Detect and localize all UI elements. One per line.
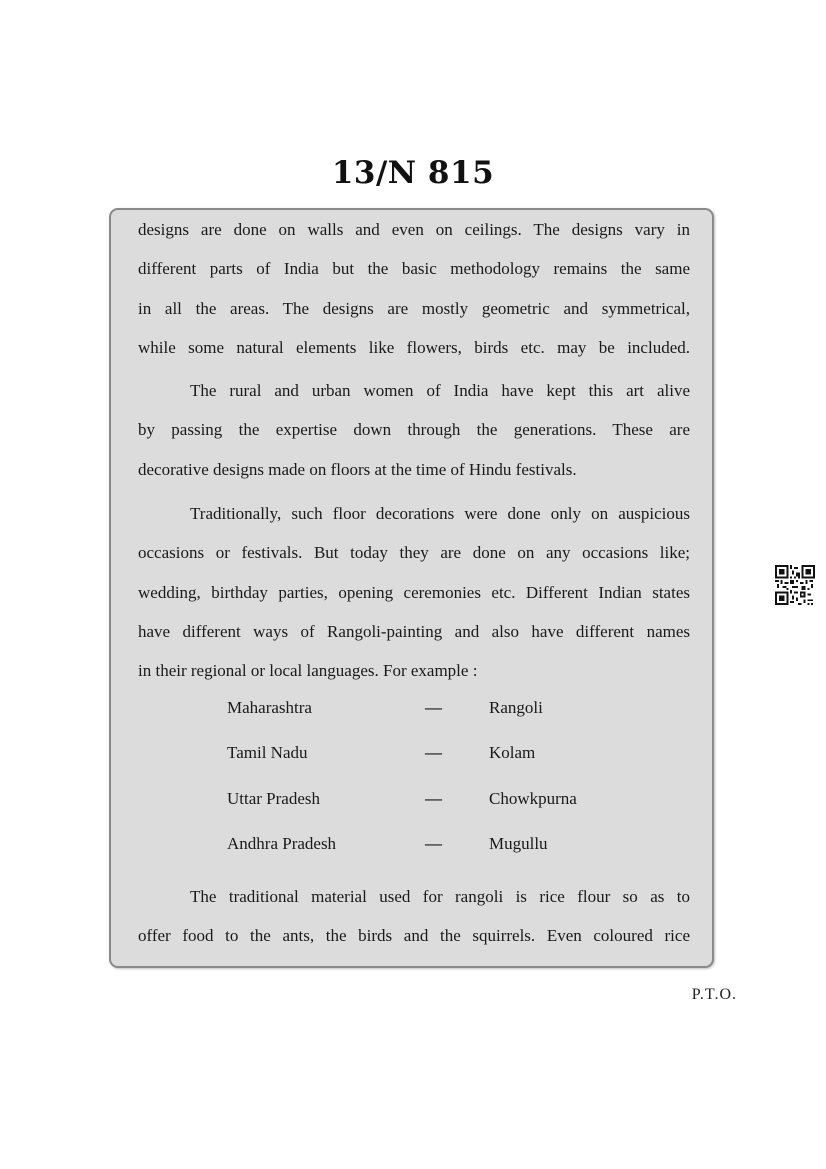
table-row [227, 834, 627, 879]
text-line: in their regional or local languages. For example : [138, 661, 478, 681]
state-name: Tamil Nadu [227, 743, 308, 763]
state-name: Uttar Pradesh [227, 788, 321, 808]
text-line: decorative designs made on floors at the time of Hindu festivals. [138, 459, 577, 479]
table-row [227, 743, 627, 788]
paragraph-1 [138, 210, 690, 367]
text-line: designs are done on walls and even on ceilings. The designs vary in [138, 220, 690, 239]
qr-code-icon [775, 565, 815, 605]
text-line: have different ways of Rangoli-painting and also have different names [138, 621, 690, 641]
rangoli-name: Chowkpurna [489, 788, 577, 808]
state-name: Maharashtra [227, 698, 312, 717]
text-line: in all the areas. The designs are mostly geometric and symmetrical, [138, 298, 690, 318]
text-line: wedding, birthday parties, opening ceremonies etc. Different Indian states [138, 582, 690, 602]
text-line: different parts of India but the basic methodology remains the same [138, 259, 690, 279]
rangoli-name: Mugullu [489, 833, 548, 853]
dash-separator: — [425, 743, 442, 763]
text-line: while some natural elements like flowers, birds etc. may be included. [138, 337, 690, 357]
paragraph-3 [138, 494, 690, 690]
paragraph-4 [138, 877, 690, 956]
text-line: offer food to the ants, the birds and the squirrels. Even coloured rice [138, 926, 690, 946]
paragraph-2 [138, 371, 690, 489]
text-line: by passing the expertise down through the generations. These are [138, 420, 690, 440]
dash-separator: — [425, 698, 442, 717]
passage-box [109, 208, 714, 968]
state-name: Andhra Pradesh [227, 833, 337, 853]
dash-separator: — [425, 833, 442, 853]
text-line: The rural and urban women of India have kept this art alive [190, 381, 690, 400]
text-line: The traditional material used for rangoli is rice flour so as to [190, 887, 690, 906]
text-line: occasions or festivals. But today they are done on any occasions like; [138, 543, 690, 563]
text-line: Traditionally, such floor decorations were done only on auspicious [190, 504, 690, 523]
page-turn-note: P.T.O. [691, 986, 737, 1003]
state-names-table [227, 698, 627, 879]
rangoli-name: Rangoli [489, 698, 543, 717]
table-row [227, 698, 627, 743]
page-code-heading: 13/N 815 [331, 155, 495, 191]
table-row [227, 789, 627, 834]
rangoli-name: Kolam [489, 743, 536, 763]
dash-separator: — [425, 788, 442, 808]
